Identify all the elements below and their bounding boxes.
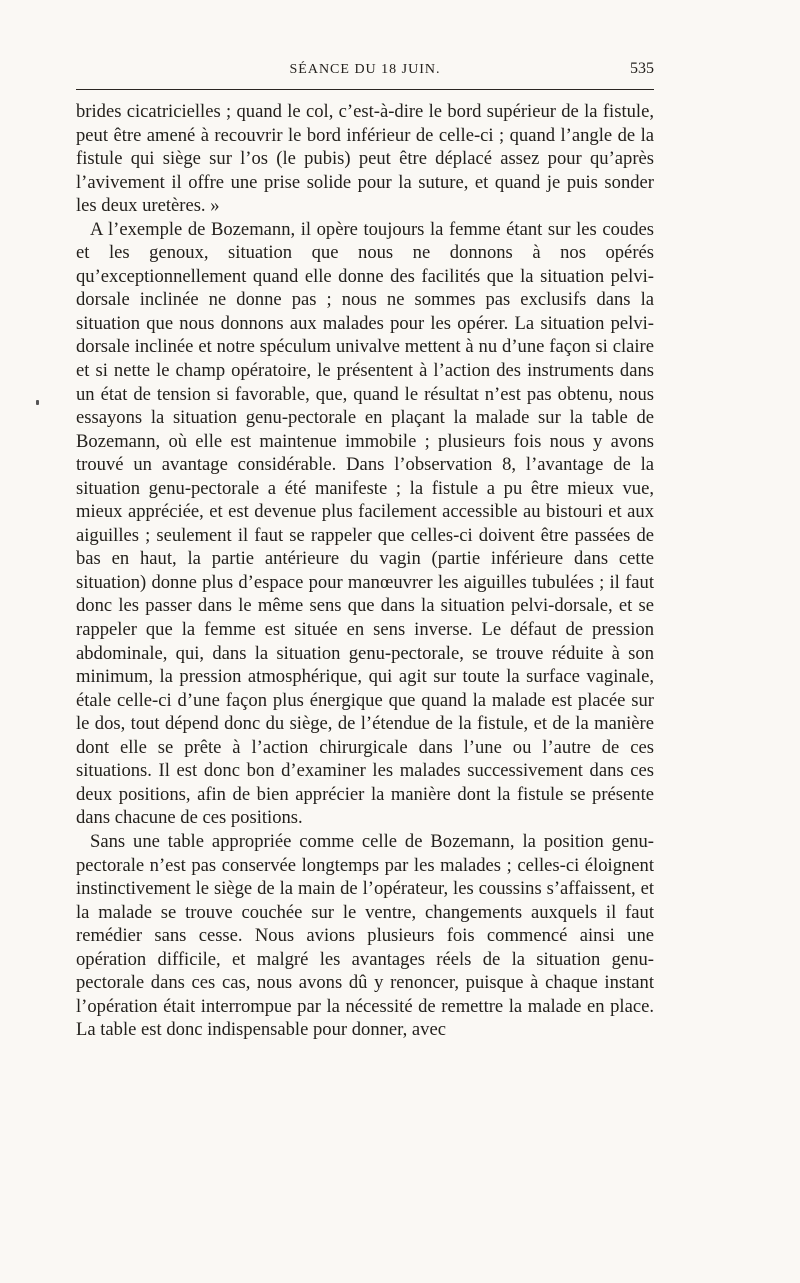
margin-mark bbox=[36, 400, 39, 405]
paragraph-2: A l’exemple de Bozemann, il opère toujours la femme étant sur les coudes et les genoux, situation que nous ne donnons à nos opérés qu’exceptionnellement quand elle donne des facilités que la situation pelvi-dorsale inclinée ne donne pas ; nous ne sommes pas exclusifs dans la situation que nous donnons aux malades pour les opérer. La situation pelvi-dorsale inclinée et notre spéculum univalve mettent à nu d’une façon si claire et si nette le champ opératoire, le présentent à l’action des instruments dans un état de tension si favorable, que, quand le résultat n’est pas obtenu, nous essayons la situation genu-pectorale en plaçant la malade sur la table de Bozemann, où elle est maintenue immobile ; plusieurs fois nous y avons trouvé un avantage considérable. Dans l’observation 8, l’avantage de la situation genu-pectorale a été manifeste ; la fistule a pu être mieux vue, mieux appréciée, et est devenue plus facilement accessible au bistouri et aux aiguilles ; seulement il faut se rappeler que celles-ci doivent être passées de bas en haut, la partie antérieure du vagin (partie inférieure dans cette situation) donne plus d’espace pour manœuvrer les aiguilles tubulées ; il faut donc les passer dans le même sens que dans la situation pelvi-dorsale, et se rappeler que la femme est située en sens inverse. Le défaut de pression abdominale, qui, dans la situation genu-pectorale, se trouve réduite à son minimum, la pression atmosphérique, qui agit sur toute la surface vaginale, étale celle-ci d’une façon plus énergique que quand la malade est placée sur le dos, tout dépend donc du siège, de l’étendue de la fistule, et de la manière dont elle se prête à l’action chirurgicale dans l’une ou l’autre de ces situations. Il est donc bon d’examiner les malades successivement dans ces deux positions, afin de bien apprécier la manière dont la fistule se présente dans chacune de ces positions. bbox=[76, 218, 654, 829]
paragraph-1: brides cicatricielles ; quand le col, c’est-à-dire le bord supérieur de la fistule, peut être amené à recouvrir le bord inférieur de celle-ci ; quand l’angle de la fistule qui siège sur l’os (le pubis) peut être déplacé assez pour qu’après l’avivement il offre une prise solide pour la suture, et quand je puis sonder les deux uretères. » bbox=[76, 101, 654, 217]
page-header bbox=[76, 58, 654, 86]
header-rule bbox=[76, 89, 654, 90]
running-title: SÉANCE DU 18 JUIN. bbox=[289, 62, 441, 77]
body-text bbox=[76, 100, 654, 1042]
page-number: 535 bbox=[630, 60, 654, 77]
paragraph-3: Sans une table appropriée comme celle de Bozemann, la position genu-pectorale n’est pas conservée longtemps par les malades ; celles-ci éloignent instinctivement le siège de la main de l’opérateur, les coussins s’affaissent, et la malade se trouve couchée sur le ventre, changements auxquels il faut remédier sans cesse. Nous avions plusieurs fois commencé ainsi une opération difficile, et malgré les avantages réels de la situation genu-pectorale dans ces cas, nous avons dû y renoncer, puisque à chaque instant l’opération était interrompue par la nécessité de remettre la malade en place. La table est donc indispensable pour donner, avec bbox=[76, 830, 654, 1041]
